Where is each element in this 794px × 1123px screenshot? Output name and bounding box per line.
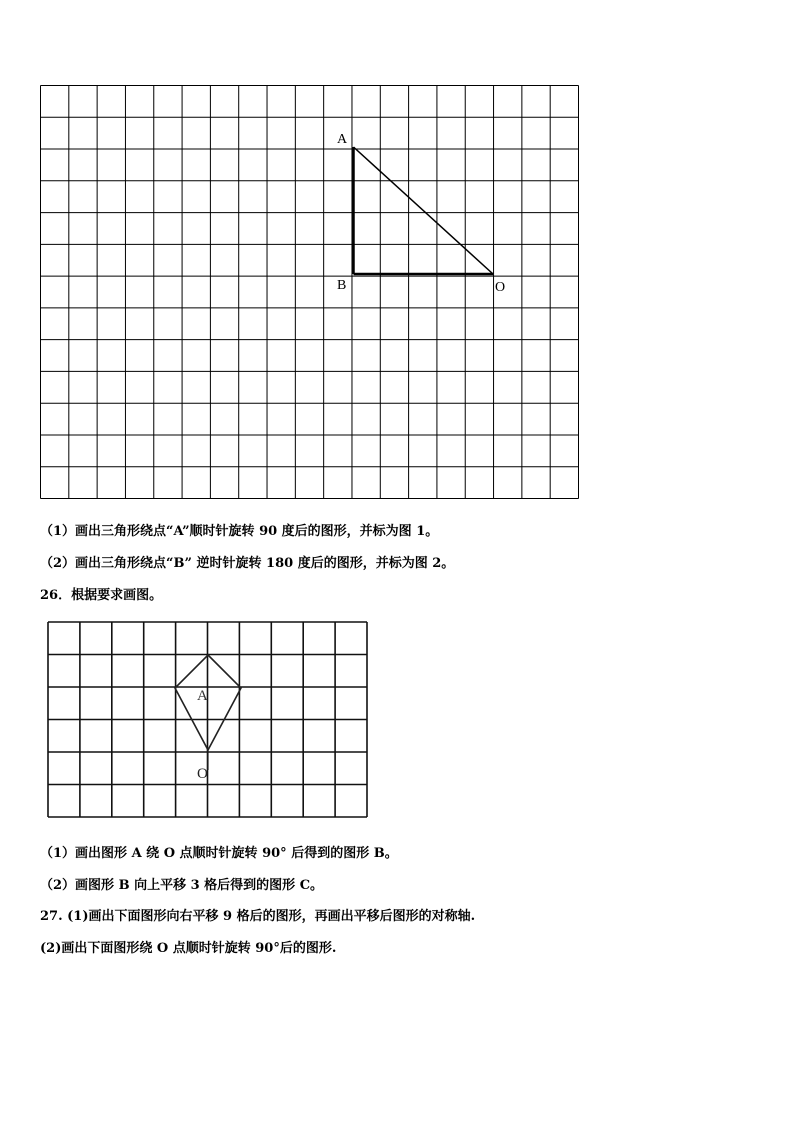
- vertex-label-b: B: [337, 278, 347, 293]
- vertex-label-o: O: [495, 280, 506, 295]
- kite-grid-figure: [0, 600, 794, 830]
- kite-label-a: A: [197, 688, 208, 704]
- point-label-o: O: [197, 766, 208, 782]
- vertex-label-a: A: [337, 132, 348, 147]
- q26-instruction-2: （2）画图形 B 向上平移 3 格后得到的图形 C。: [40, 878, 324, 893]
- q25-instruction-2: （2）画出三角形绕点“B” 逆时针旋转 180 度后的图形，并标为图 2。: [40, 556, 455, 571]
- q26-instruction-1: （1）画出图形 A 绕 O 点顺时针旋转 90° 后得到的图形 B。: [40, 846, 398, 861]
- q27-instruction-2: (2)画出下面图形绕 O 点顺时针旋转 90°后的图形.: [40, 941, 337, 956]
- q26-heading: 26．根据要求画图。: [40, 588, 163, 603]
- triangle-side-ao: [354, 147, 494, 274]
- triangle-grid-figure: [0, 0, 794, 520]
- q25-instruction-1: （1）画出三角形绕点“A”顺时针旋转 90 度后的图形，并标为图 1。: [40, 524, 439, 539]
- square-grid: [48, 622, 367, 817]
- q27-instruction-1: 27. (1)画出下面图形向右平移 9 格后的图形，再画出平移后图形的对称轴.: [40, 909, 476, 924]
